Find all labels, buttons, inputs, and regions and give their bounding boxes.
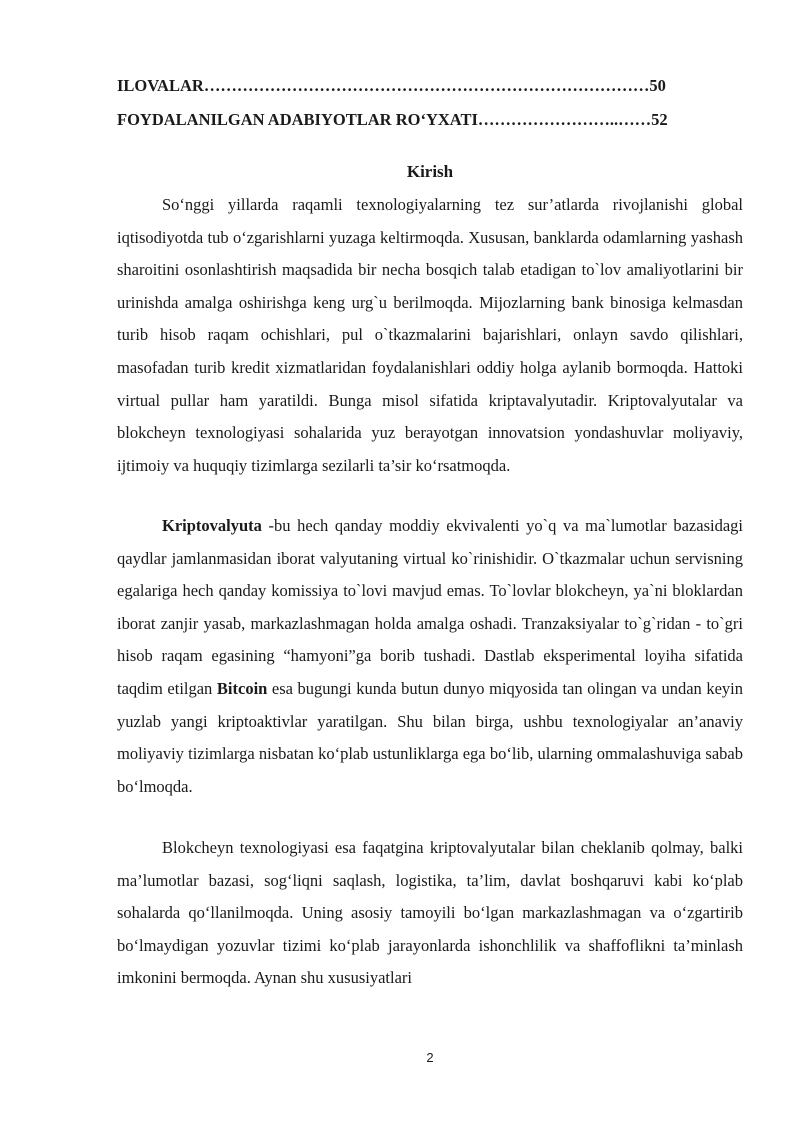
paragraph-2-text-a: -bu hech qanday moddiy ekvivalenti yo`q va ma`lumotlar bazasidagi qaydlar jamlanmasidan iborat valyutaning virtual ko`rinishidir. O`tkazmalar uchun servisning egalariga hech qanday komissiya to`lovi mavjud emas. To`lovlar blokcheyn, ya`ni bloklardan iborat zanjir yasab, markazlashmagan holda amalga oshadi. Tranzaksiyalar to`g`ridan - to`gri hisob raqam egasining “hamyoni”ga borib tushadi. Dastlab eksperimental loyiha sifatida taqdim etilgan (117, 516, 743, 698)
section-heading: Kirish (406, 162, 454, 181)
toc-dots: ……………………………………………………………………… (203, 76, 650, 95)
toc-label: ILOVALAR (117, 76, 204, 95)
term-kriptovalyuta: Kriptovalyuta (162, 516, 262, 535)
paragraph-1-block (117, 189, 743, 482)
toc-label: FOYDALANILGAN ADABIYOTLAR RO‘YXATI (117, 110, 478, 129)
page-number: 2 (426, 1050, 434, 1065)
paragraph-2 (117, 510, 743, 803)
paragraph-3: Blokcheyn texnologiyasi esa faqatgina kriptovalyutalar bilan cheklanib qolmay, balki ma’lumotlar bazasi, sog‘liqni saqlash, logistika, ta’lim, davlat boshqaruvi kabi ko‘plab sohalarda qo‘llanilmoqda. Uning asosiy tamoyili bo‘lgan markazlashmagan va o‘zgartirib bo‘lmaydigan yozuvlar tizimi ko‘plab jarayonlarda ishonchlilik va shaffoflikni ta’minlash imkonini bermoqda. Aynan shu xususiyatlari (117, 838, 743, 988)
term-bitcoin: Bitcoin (216, 678, 268, 698)
toc-page: 50 (649, 76, 666, 95)
paragraph-1: So‘nggi yillarda raqamli texnologiyalarning tez sur’atlarda rivojlanishi global iqtisodiyotda tub o‘zgarishlarni yuzaga keltirmoqda. Xususan, banklarda odamlarning yashash sharoitini osonlashtirish maqsadida bir necha bosqich talab etadigan to`lov amaliyotlarini bir urinishda amalga oshirishga keng urg`u berilmoqda. Mijozlarning bank binosiga kelmasdan turib hisob raqam ochishlari, pul o`tkazmalarini bajarishlari, onlayn savdo qilishlari, masofadan turib kredit xizmatlaridan foydalanishlari oddiy holga aylanib bormoqda. Hattoki virtual pullar ham yaratildi. Bunga misol sifatida kriptavalyutadir. Kriptovalyutalar va blokcheyn texnologiyasi sohalarida yuz berayotgan innovatsion yondashuvlar moliyaviy, ijtimoiy va huquqiy tizimlarga sezilarli ta’sir ko‘rsatmoqda. (117, 195, 743, 475)
toc-entry-ilovalar[interactable] (117, 76, 743, 96)
paragraph-2-text-b: esa bugungi kunda butun dunyo miqyosida tan olingan va undan keyin yuzlab yangi kriptoaktivlar yaratilgan. Shu bilan birga, ushbu texnologiyalar an’anaviy moliyaviy tizimlarga nisbatan ko‘plab ustunliklarga ega bo‘lib, ularning ommalashuviga sabab bo‘lmoqda. (117, 678, 744, 796)
toc-dots: ……………………..…… (477, 110, 652, 129)
paragraph-3-block (117, 832, 743, 995)
toc-entry-adabiyotlar[interactable] (117, 110, 743, 130)
paragraph-2-block (117, 510, 743, 803)
toc-page: 52 (651, 110, 668, 129)
